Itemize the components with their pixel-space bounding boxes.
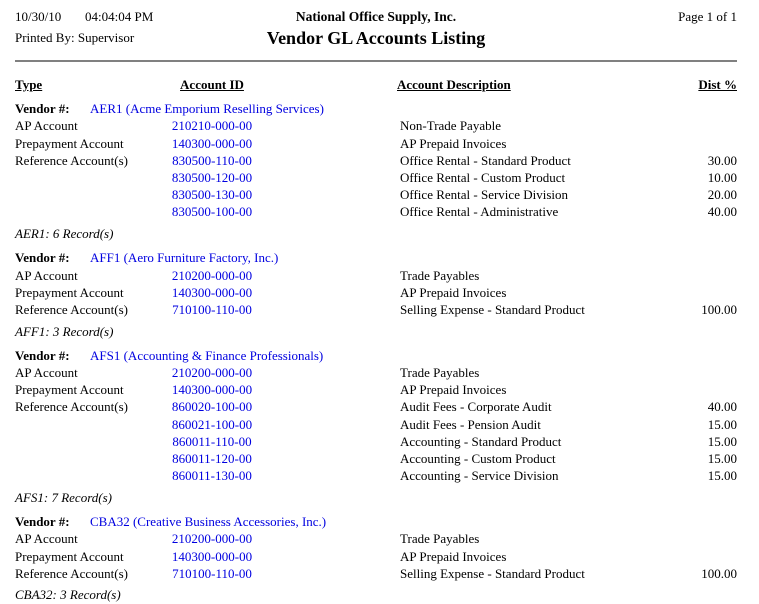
dist-percent-value [677,364,737,381]
account-id-link[interactable]: 210210-000-00 [171,118,253,134]
account-id-link[interactable]: 140300-000-00 [171,382,253,398]
account-id-link[interactable]: 210200-000-00 [171,531,253,547]
account-row [15,381,737,398]
account-description: Accounting - Standard Product [400,433,562,449]
vendor-section [15,347,737,506]
account-row [15,467,737,484]
account-row [15,565,737,582]
vendor-number-label: Vendor #: [15,101,70,117]
account-rows [15,530,737,582]
account-row [15,364,737,381]
vendor-header-row [15,249,737,266]
vendor-number-label: Vendor #: [15,347,70,363]
account-type-label: Prepayment Account [15,548,124,564]
account-description: AP Prepaid Invoices [400,135,507,151]
account-type-label [15,203,139,220]
account-description: Selling Expense - Standard Product [400,301,585,317]
account-type-label [15,169,139,186]
account-description: AP Prepaid Invoices [400,284,507,300]
account-row [15,169,737,186]
report-date: 10/30/10 [15,9,62,24]
dist-percent-value: 15.00 [707,451,737,467]
dist-percent-value [677,381,737,398]
account-type-label: AP Account [15,118,78,134]
vendor-number-label: Vendor #: [15,250,70,266]
company-name: National Office Supply, Inc. [295,9,457,24]
dist-percent-value [677,135,737,152]
dist-percent-value: 30.00 [707,152,737,168]
printed-by: Printed By: Supervisor [15,30,135,45]
report-time: 04:04:04 PM [85,9,154,24]
vendor-section [15,513,737,604]
account-rows [15,364,737,484]
account-id-link[interactable]: 830500-130-00 [171,187,253,203]
dist-percent-value [677,117,737,134]
report-header [15,8,737,60]
account-id-link[interactable]: 140300-000-00 [171,135,253,151]
account-row [15,416,737,433]
account-description: Office Rental - Standard Product [400,152,571,168]
account-row [15,301,737,318]
dist-percent-value: 10.00 [707,170,737,186]
account-row [15,398,737,415]
account-row [15,530,737,547]
account-description: Accounting - Custom Product [400,451,556,467]
account-row [15,135,737,152]
account-description: Non-Trade Payable [400,118,501,134]
account-description: Office Rental - Service Division [400,187,568,203]
vendor-section [15,249,737,340]
account-type-label [15,416,139,433]
account-type-label [15,467,139,484]
vendor-record-count: AER1: 6 Record(s) [15,226,114,242]
dist-percent-value: 40.00 [707,204,737,220]
column-header-row [15,76,737,93]
dist-percent-value: 100.00 [701,565,737,581]
header-divider [15,60,737,62]
vendor-number-label: Vendor #: [15,514,70,530]
account-row [15,284,737,301]
account-description: Trade Payables [400,531,480,547]
account-type-label: Prepayment Account [15,135,124,151]
account-row [15,203,737,220]
dist-percent-value: 100.00 [701,301,737,317]
account-type-label [15,433,139,450]
account-description: Audit Fees - Pension Audit [400,416,541,432]
page-indicator: Page 1 of 1 [678,9,737,24]
vendor-record-count: CBA32: 3 Record(s) [15,587,121,603]
account-row [15,433,737,450]
account-id-link[interactable]: 860011-120-00 [172,451,252,467]
account-rows [15,117,737,220]
account-id-link[interactable]: 210200-000-00 [171,267,253,283]
account-description: Trade Payables [400,365,480,381]
dist-percent-value: 40.00 [707,399,737,415]
vendor-name-link[interactable]: AFF1 (Aero Furniture Factory, Inc.) [90,250,279,266]
vendor-header-row [15,100,737,117]
account-id-link[interactable]: 710100-110-00 [172,565,252,581]
account-description: Audit Fees - Corporate Audit [400,399,552,415]
dist-percent-value: 15.00 [707,433,737,449]
account-type-label: AP Account [15,365,78,381]
account-row [15,117,737,134]
dist-percent-value: 15.00 [707,416,737,432]
vendor-header-row [15,347,737,364]
vendor-name-link[interactable]: CBA32 (Creative Business Accessories, Inc.) [90,514,327,530]
account-row [15,186,737,203]
account-row [15,152,737,169]
account-type-label: Reference Account(s) [15,399,128,415]
account-rows [15,267,737,319]
account-type-label: Reference Account(s) [15,152,128,168]
account-id-link[interactable]: 210200-000-00 [171,365,253,381]
account-description: Accounting - Service Division [400,468,559,484]
account-id-link[interactable]: 860011-110-00 [172,433,252,449]
account-type-label: AP Account [15,531,78,547]
dist-percent-value [677,267,737,284]
account-id-link[interactable]: 860021-100-00 [171,416,253,432]
vendor-record-count: AFS1: 7 Record(s) [15,489,112,505]
vendor-name-link[interactable]: AFS1 (Accounting & Finance Professionals) [90,347,324,363]
account-type-label: Prepayment Account [15,284,124,300]
dist-percent-value [677,284,737,301]
account-type-label: Reference Account(s) [15,565,128,581]
account-id-link[interactable]: 830500-110-00 [172,152,252,168]
account-type-label: Prepayment Account [15,382,124,398]
dist-percent-value [677,530,737,547]
account-description: Selling Expense - Standard Product [400,565,585,581]
account-description: Office Rental - Custom Product [400,170,566,186]
account-id-link[interactable]: 140300-000-00 [171,284,253,300]
column-header-account-id: Account ID [180,77,244,92]
report-title: Vendor GL Accounts Listing [266,28,486,48]
account-id-link[interactable]: 830500-120-00 [171,170,253,186]
column-header-account-description: Account Description [397,77,511,92]
column-header-type: Type [15,77,43,92]
account-type-label [15,186,139,203]
dist-percent-value: 20.00 [707,187,737,203]
column-header-dist-pct: Dist % [698,77,737,92]
account-description: AP Prepaid Invoices [400,382,507,398]
vendor-name-link[interactable]: AER1 (Acme Emporium Reselling Services) [90,101,324,117]
account-description: AP Prepaid Invoices [400,548,507,564]
vendor-header-row [15,513,737,530]
account-id-link[interactable]: 140300-000-00 [171,548,253,564]
account-id-link[interactable]: 860011-130-00 [172,468,252,484]
account-description: Office Rental - Administrative [400,204,559,220]
account-row [15,267,737,284]
account-type-label [15,450,139,467]
vendor-record-count: AFF1: 3 Record(s) [15,323,114,339]
account-row [15,450,737,467]
account-id-link[interactable]: 830500-100-00 [171,204,253,220]
dist-percent-value: 15.00 [707,468,737,484]
vendor-list [15,100,737,603]
account-type-label: AP Account [15,267,78,283]
account-type-label: Reference Account(s) [15,301,128,317]
account-row [15,548,737,565]
dist-percent-value [677,548,737,565]
account-id-link[interactable]: 860020-100-00 [171,399,253,415]
vendor-section [15,100,737,242]
account-id-link[interactable]: 710100-110-00 [172,301,252,317]
account-description: Trade Payables [400,267,480,283]
